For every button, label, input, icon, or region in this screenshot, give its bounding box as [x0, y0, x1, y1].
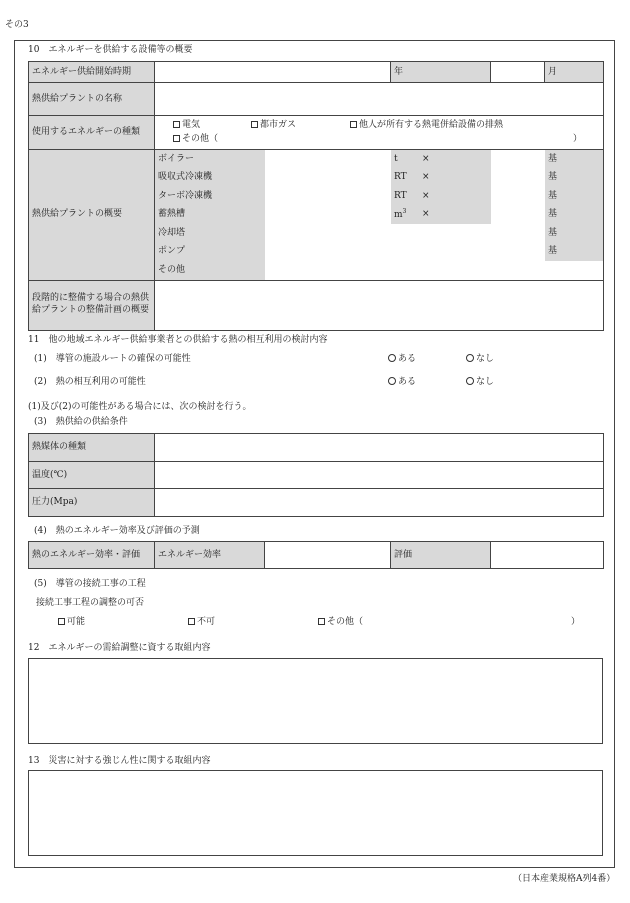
equipment-count-field[interactable] [491, 150, 545, 169]
supply-demand-adjustment-field[interactable] [28, 658, 603, 744]
month-label: 月 [545, 62, 604, 83]
section-11-title: 11 他の地域エネルギー供給事業者との供給する熱の相互利用の検討内容 [28, 335, 328, 345]
plant-overview-cell [155, 150, 604, 281]
equipment-spec-field[interactable] [265, 150, 391, 169]
equipment-spec-field[interactable] [265, 187, 391, 206]
q5-text: (5) 導管の接続工事の工程 [34, 579, 146, 589]
section-13-title: 13 災害に対する強じん性に関する取組内容 [28, 756, 211, 766]
radio-icon[interactable] [388, 377, 396, 385]
equipment-count-unit: 基 [545, 206, 604, 225]
evaluation-field[interactable] [491, 542, 604, 569]
checkbox-icon[interactable] [318, 618, 325, 625]
energy-option-other[interactable]: その他（ [173, 134, 218, 145]
energy-option-electric[interactable]: 電気 [173, 120, 200, 131]
energy-efficiency-label: エネルギー効率 [155, 542, 265, 569]
supply-start-month-field[interactable] [491, 62, 545, 83]
equipment-times: × [419, 150, 491, 169]
q5-subtitle: 接続工事工程の調整の可否 [36, 598, 145, 608]
q5-option-possible[interactable]: 可能 [58, 617, 85, 628]
paper-size-note: （日本産業規格A列4番） [513, 874, 616, 884]
equipment-unit: RT [391, 169, 419, 188]
equipment-count-field[interactable] [491, 169, 545, 188]
efficiency-evaluation-label: 熱のエネルギー効率・評価 [29, 542, 155, 569]
energy-option-city-gas[interactable]: 都市ガス [251, 120, 296, 131]
q4-text: (4) 熱のエネルギー効率及び評価の予測 [34, 526, 200, 536]
q1-no-option[interactable]: なし [466, 354, 494, 365]
equipment-name: その他 [155, 261, 265, 280]
supply-start-year-field[interactable] [155, 62, 391, 83]
checkbox-icon[interactable] [188, 618, 195, 625]
page-label: その3 [5, 20, 29, 30]
section-10-title: 10 エネルギーを供給する設備等の概要 [28, 45, 193, 55]
equipment-count-field[interactable] [491, 206, 545, 225]
checkbox-icon[interactable] [173, 135, 180, 142]
q2-no-option[interactable]: なし [466, 377, 494, 388]
checkbox-icon[interactable] [350, 121, 357, 128]
equipment-unit: RT [391, 187, 419, 206]
equipment-unit: t [391, 150, 419, 169]
radio-icon[interactable] [466, 354, 474, 362]
q1-text: (1) 導管の施設ルートの確保の可能性 [34, 354, 191, 364]
equipment-spec-field[interactable] [265, 224, 545, 243]
equipment-list [155, 150, 604, 280]
condition-note: (1)及び(2)の可能性がある場合には、次の検討を行う。 [28, 402, 252, 412]
equipment-count-field[interactable] [491, 187, 545, 206]
equipment-spec-field[interactable] [265, 206, 391, 225]
unit-superscript: 3 [402, 208, 407, 216]
q5-option-other[interactable]: その他（ [318, 617, 363, 628]
plant-name-field[interactable] [155, 83, 604, 116]
equipment-spec-field[interactable] [265, 169, 391, 188]
equipment-name: 蓄熱槽 [155, 206, 265, 225]
evaluation-label: 評価 [391, 542, 491, 569]
checkbox-icon[interactable] [173, 121, 180, 128]
q2-text: (2) 熱の相互利用の可能性 [34, 377, 146, 387]
pressure-label: 圧力(Mpa) [29, 489, 155, 517]
phased-plan-field[interactable] [155, 280, 604, 330]
equipment-name: 冷却塔 [155, 224, 265, 243]
plant-overview-label: 熱供給プラントの概要 [29, 150, 155, 281]
disaster-resilience-field[interactable] [28, 770, 603, 856]
plant-name-label: 熱供給プラントの名称 [29, 83, 155, 116]
q5-option-impossible[interactable]: 不可 [188, 617, 215, 628]
equipment-unit: m [394, 210, 403, 221]
radio-icon[interactable] [466, 377, 474, 385]
close-paren: ） [573, 134, 583, 144]
energy-efficiency-field[interactable] [265, 542, 391, 569]
energy-type-label: 使用するエネルギーの種類 [29, 116, 155, 150]
pressure-field[interactable] [155, 489, 604, 517]
equipment-times: × [419, 169, 491, 188]
equipment-count-unit: 基 [545, 243, 604, 262]
equipment-count-unit: 基 [545, 187, 604, 206]
q5-close-paren: ） [571, 617, 581, 627]
equipment-count-unit: 基 [545, 169, 604, 188]
supply-start-label: エネルギー供給開始時期 [29, 62, 155, 83]
equipment-name: ターボ冷凍機 [155, 187, 265, 206]
equipment-name: ボイラー [155, 150, 265, 169]
equipment-overview-table [28, 61, 604, 331]
equipment-spec-field[interactable] [265, 243, 545, 262]
temperature-label: 温度(℃) [29, 462, 155, 489]
energy-efficiency-table [28, 541, 604, 569]
equipment-times: × [419, 187, 491, 206]
supply-conditions-table [28, 433, 604, 517]
q3-text: (3) 熱供給の供給条件 [34, 417, 128, 427]
q2-yes-option[interactable]: ある [388, 377, 416, 388]
equipment-times: × [419, 206, 491, 225]
temperature-field[interactable] [155, 462, 604, 489]
checkbox-icon[interactable] [251, 121, 258, 128]
energy-option-cogeneration-heat[interactable]: 他人が所有する熱電併給設備の排熱 [350, 120, 503, 131]
equipment-unit-cell [391, 206, 419, 225]
equipment-name: ポンプ [155, 243, 265, 262]
equipment-count-unit: 基 [545, 224, 604, 243]
year-label: 年 [391, 62, 491, 83]
section-12-title: 12 エネルギーの需給調整に資する取組内容 [28, 643, 211, 653]
q1-yes-option[interactable]: ある [388, 354, 416, 365]
equipment-name: 吸収式冷凍機 [155, 169, 265, 188]
radio-icon[interactable] [388, 354, 396, 362]
equipment-spec-field[interactable] [265, 261, 604, 280]
phased-plan-label: 段階的に整備する場合の熱供給プラントの整備計画の概要 [29, 280, 155, 330]
heat-medium-field[interactable] [155, 434, 604, 462]
heat-medium-label: 熱媒体の種類 [29, 434, 155, 462]
checkbox-icon[interactable] [58, 618, 65, 625]
energy-type-options [155, 116, 604, 150]
equipment-count-unit: 基 [545, 150, 604, 169]
